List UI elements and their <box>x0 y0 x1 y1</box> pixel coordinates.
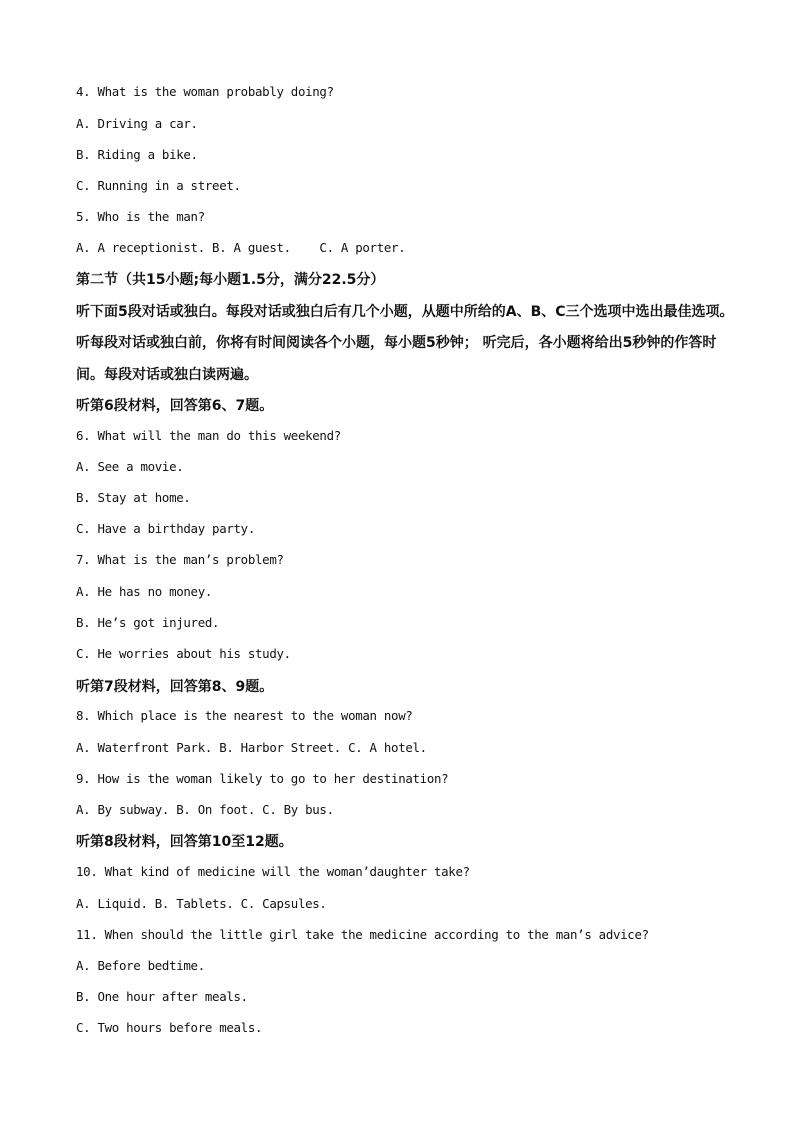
option-6c: C. Have a birthday party. <box>76 521 255 536</box>
question-5: 5. Who is the man? <box>76 209 205 224</box>
instructions-line-2: 听每段对话或独白前，你将有时间阅读各个小题，每小题5秒钟； 听完后，各小题将给出5秒钟的作答时 <box>76 335 717 351</box>
question-6: 6. What will the man do this weekend? <box>76 428 341 443</box>
question-8: 8. Which place is the nearest to the woman now? <box>76 708 413 723</box>
option-4c: C. Running in a street. <box>76 178 241 193</box>
option-7a: A. He has no money. <box>76 584 213 599</box>
option-11a: A. Before bedtime. <box>76 958 205 973</box>
question-7: 7. What is the man’s problem? <box>76 552 284 567</box>
option-6b: B. Stay at home. <box>76 490 191 505</box>
options-9: A. By subway. B. On foot. C. By bus. <box>76 802 334 817</box>
option-7c: C. He worries about his study. <box>76 646 291 661</box>
instructions-line-3: 间。每段对话或独白读两遍。 <box>76 367 258 383</box>
question-4: 4. What is the woman probably doing? <box>76 84 334 99</box>
option-11b: B. One hour after meals. <box>76 989 248 1004</box>
material-8-heading: 听第8段材料，回答第10至12题。 <box>76 834 293 850</box>
instructions-line-1: 听下面5段对话或独白。每段对话或独白后有几个小题，从题中所给的A、B、C三个选项中选出最佳选项。 <box>76 304 734 320</box>
question-9: 9. How is the woman likely to go to her destination? <box>76 771 449 786</box>
option-4a: A. Driving a car. <box>76 116 198 131</box>
option-6a: A. See a movie. <box>76 459 184 474</box>
options-10: A. Liquid. B. Tablets. C. Capsules. <box>76 896 327 911</box>
option-7b: B. He’s got injured. <box>76 615 220 630</box>
material-7-heading: 听第7段材料，回答第8、9题。 <box>76 679 274 695</box>
material-6-heading: 听第6段材料，回答第6、7题。 <box>76 398 274 414</box>
options-5: A. A receptionist. B. A guest. C. A porter. <box>76 240 406 255</box>
question-11: 11. When should the little girl take the medicine according to the man’s advice? <box>76 927 649 942</box>
question-10: 10. What kind of medicine will the woman’daughter take? <box>76 864 470 879</box>
option-11c: C. Two hours before meals. <box>76 1020 263 1035</box>
section-heading: 第二节（共15小题;每小题1.5分，满分22.5分） <box>76 272 385 288</box>
option-4b: B. Riding a bike. <box>76 147 198 162</box>
options-8: A. Waterfront Park. B. Harbor Street. C. A hotel. <box>76 740 427 755</box>
